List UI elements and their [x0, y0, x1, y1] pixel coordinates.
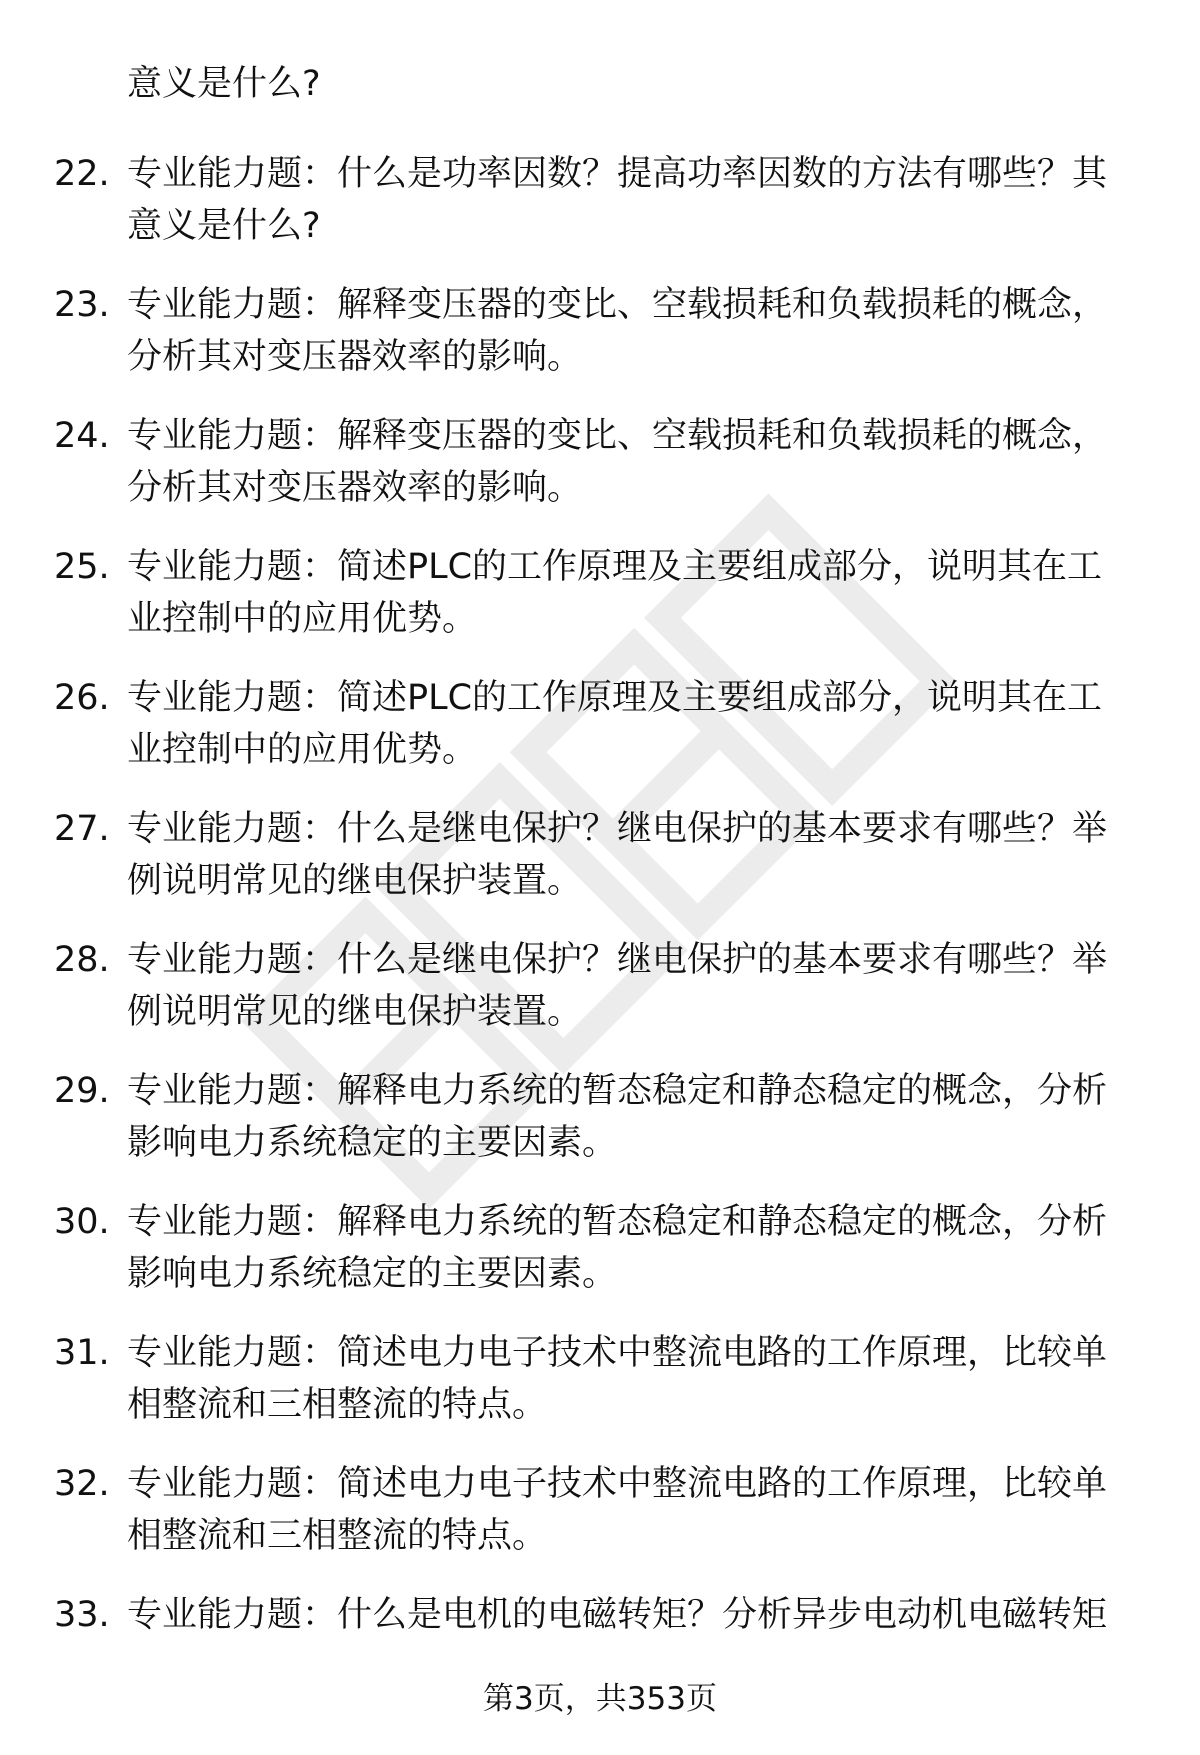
question-item: [0, 1065, 1200, 1196]
question-line: 专业能力题：解释电力系统的暂态稳定和静态稳定的概念，分析: [127, 1071, 1108, 1111]
page-footer: 第3页，共353页: [483, 1681, 717, 1717]
question-item: [0, 1458, 1200, 1589]
question-line: 分析其对变压器效率的影响。: [127, 468, 583, 508]
question-line: 相整流和三相整流的特点。: [127, 1516, 548, 1556]
question-number: 32.: [54, 1464, 110, 1504]
question-text: [127, 934, 1137, 1038]
question-line: 相整流和三相整流的特点。: [127, 1385, 548, 1425]
question-number: 31.: [54, 1333, 110, 1373]
question-line: 专业能力题：什么是继电保护？继电保护的基本要求有哪些？举: [127, 809, 1108, 849]
question-line: 分析其对变压器效率的影响。: [127, 337, 583, 377]
question-line: 专业能力题：解释变压器的变比、空载损耗和负载损耗的概念，: [127, 285, 1108, 325]
question-line: 专业能力题：简述PLC的工作原理及主要组成部分，说明其在工: [127, 678, 1103, 718]
continuation-line: 意义是什么?: [127, 64, 321, 104]
question-text: [127, 1065, 1137, 1169]
question-text: [127, 1327, 1137, 1431]
question-item: [0, 541, 1200, 672]
question-number: 22.: [54, 154, 110, 194]
question-item: [0, 672, 1200, 803]
question-line: 专业能力题：简述PLC的工作原理及主要组成部分，说明其在工: [127, 547, 1103, 587]
question-item: [0, 934, 1200, 1065]
question-item: [0, 1589, 1200, 1669]
question-number: 30.: [54, 1202, 110, 1242]
question-number: 28.: [54, 940, 110, 980]
question-line: 例说明常见的继电保护装置。: [127, 992, 583, 1032]
question-line: 专业能力题：什么是继电保护？继电保护的基本要求有哪些？举: [127, 940, 1108, 980]
question-item: [0, 148, 1200, 279]
question-text: [127, 279, 1137, 383]
question-line: 业控制中的应用优势。: [127, 599, 478, 639]
question-item: [0, 279, 1200, 410]
question-line: 影响电力系统稳定的主要因素。: [127, 1254, 618, 1294]
question-line: 业控制中的应用优势。: [127, 730, 478, 770]
question-number: 23.: [54, 285, 110, 325]
question-number: 26.: [54, 678, 110, 718]
question-line: 专业能力题：解释变压器的变比、空载损耗和负载损耗的概念，: [127, 416, 1108, 456]
question-text: [127, 1196, 1137, 1300]
question-text: [127, 148, 1137, 252]
question-line: 意义是什么?: [127, 206, 321, 246]
question-text: [127, 803, 1137, 907]
question-line: 专业能力题：什么是电机的电磁转矩？分析异步电动机电磁转矩: [127, 1595, 1108, 1635]
question-number: 24.: [54, 416, 110, 456]
question-item: [0, 410, 1200, 541]
question-text: [127, 672, 1137, 776]
question-line: 专业能力题：什么是功率因数？提高功率因数的方法有哪些？其: [127, 154, 1108, 194]
question-line: 专业能力题：简述电力电子技术中整流电路的工作原理，比较单: [127, 1464, 1108, 1504]
question-number: 29.: [54, 1071, 110, 1111]
question-number: 27.: [54, 809, 110, 849]
question-list: [0, 148, 1200, 1669]
question-text: [127, 1458, 1137, 1562]
question-line: 专业能力题：简述电力电子技术中整流电路的工作原理，比较单: [127, 1333, 1108, 1373]
question-text: [127, 410, 1137, 514]
question-text: [127, 541, 1137, 645]
question-number: 33.: [54, 1595, 110, 1635]
question-line: 例说明常见的继电保护装置。: [127, 861, 583, 901]
question-line: 专业能力题：解释电力系统的暂态稳定和静态稳定的概念，分析: [127, 1202, 1108, 1242]
question-item: [0, 803, 1200, 934]
question-number: 25.: [54, 547, 110, 587]
question-item: [0, 1327, 1200, 1458]
question-line: 影响电力系统稳定的主要因素。: [127, 1123, 618, 1163]
question-text: [127, 1589, 1137, 1641]
question-item: [0, 1196, 1200, 1327]
